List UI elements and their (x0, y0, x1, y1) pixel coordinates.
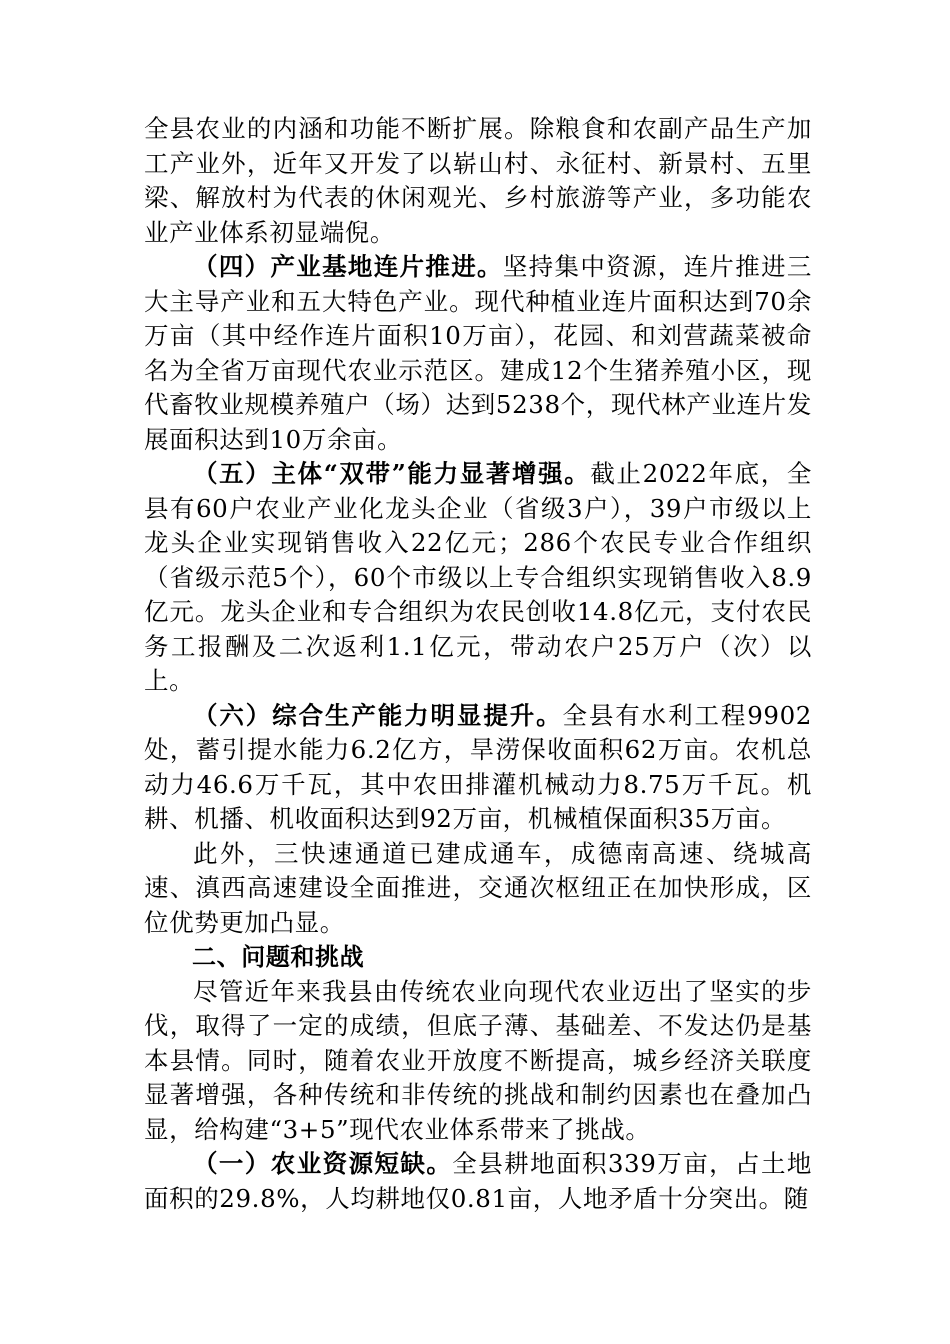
paragraph-production-capacity (144, 699, 812, 837)
paragraph-lead: （五）主体“双带”能力显著增强。 (193, 459, 591, 488)
paragraph-text: 全县农业的内涵和功能不断扩展。除粮食和农副产品生产加工产业外，近年又开发了以崭山村、永征村、新景村、五里梁、解放村为代表的休闲观光、乡村旅游等产业，多功能农业产业体系初显端倪。 (144, 114, 812, 247)
paragraph-lead: （六）综合生产能力明显提升。 (193, 700, 563, 730)
section-heading: 二、问题和挑战 (192, 943, 365, 971)
paragraph-industry-base (144, 250, 812, 457)
paragraph-text: 全县耕地面积339万亩，占土地面积的29.8%，人均耕地仅0.81亩，人地矛盾十分突出。随 (144, 1149, 813, 1213)
paragraph-lead: （一）农业资源短缺。 (193, 1149, 453, 1178)
paragraph-text: 截止2022年底，全县有60户农业产业化龙头企业（省级3户），39户市级以上龙头企业实现销售收入22亿元；286个农民专业合作组织（省级示范5个），60个市级以上专合组织实现销售收入8.9亿元。龙头企业和专合组织为农民创收14.8亿元，支付农民务工报酬及二次返利1.1亿元，带动农户25万户（次）以上。 (144, 459, 812, 695)
paragraph-continuation (144, 112, 812, 250)
paragraph-resource-shortage (144, 1147, 812, 1216)
paragraph-lead: （四）产业基地连片推进。 (193, 252, 503, 281)
paragraph-challenges-intro (144, 975, 812, 1148)
paragraph-text: 坚持集中资源，连片推进三大主导产业和五大特色产业。现代种植业连片面积达到70余万亩（其中经作连片面积10万亩），花园、和刘营蔬菜被命名为全省万亩现代农业示范区。建成12个生猪养殖小区，现代畜牧业规模养殖户（场）达到5238个，现代林产业连片发展面积达到10万余亩。 (144, 252, 812, 454)
paragraph-transport (144, 837, 812, 941)
paragraph-text: 此外，三快速通道已建成通车，成德南高速、绕城高速、滇西高速建设全面推进，交通次枢纽正在加快形成，区位优势更加凸显。 (144, 838, 812, 937)
paragraph-dual-drive (144, 457, 812, 699)
paragraph-text: 全县有水利工程9902处，蓄引提水能力6.2亿方，旱涝保收面积62万亩。农机总动力46.6万千瓦，其中农田排灌机械动力8.75万千瓦。机耕、机播、机收面积达到92万亩，机械植保面积35万亩。 (144, 700, 812, 833)
document-page (144, 112, 812, 1216)
paragraph-text: 尽管近年来我县由传统农业向现代农业迈出了坚实的步伐，取得了一定的成绩，但底子薄、基础差、不发达仍是基本县情。同时，随着农业开放度不断提高，城乡经济关联度显著增强，各种传统和非传统的挑战和制约因素也在叠加凸显，给构建“3+5”现代农业体系带来了挑战。 (144, 976, 812, 1144)
